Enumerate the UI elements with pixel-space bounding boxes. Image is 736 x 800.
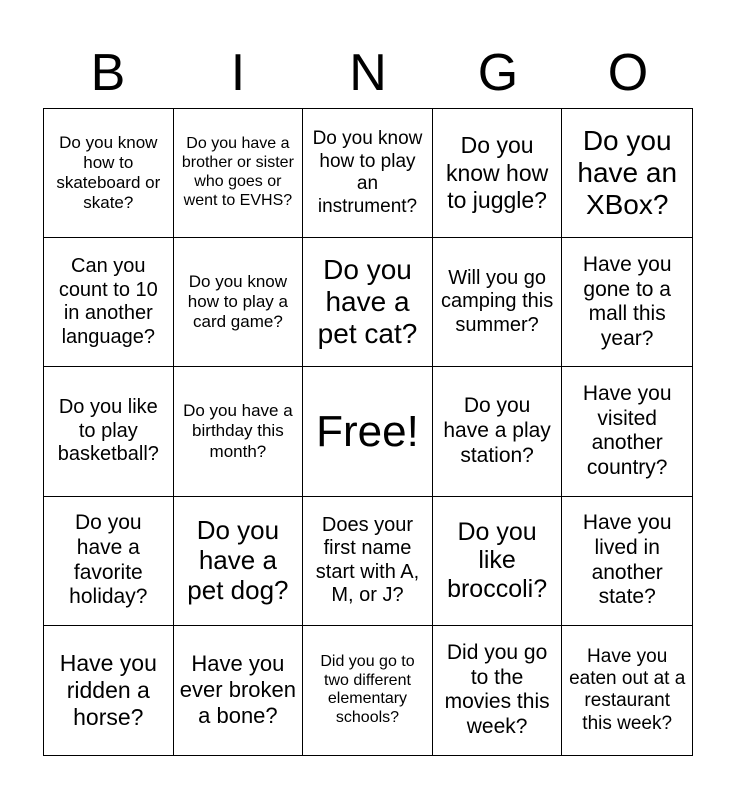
bingo-cell-r2-c1[interactable]: Can you count to 10 in another language?: [44, 238, 174, 367]
header-letter-i: I: [230, 44, 246, 102]
bingo-cell-free[interactable]: Free!: [303, 367, 433, 496]
bingo-cell-r5-c2[interactable]: Have you ever broken a bone?: [174, 626, 304, 755]
bingo-cell-r3-c1[interactable]: Do you like to play basketball?: [44, 367, 174, 496]
bingo-cell-r3-c5[interactable]: Have you visited another country?: [562, 367, 692, 496]
bingo-cell-r1-c2[interactable]: Do you have a brother or sister who goes or went to EVHS?: [174, 109, 304, 238]
bingo-cell-r2-c5[interactable]: Have you gone to a mall this year?: [562, 238, 692, 367]
bingo-cell-r3-c2[interactable]: Do you have a birthday this month?: [174, 367, 304, 496]
bingo-cell-r2-c2[interactable]: Do you know how to play a card game?: [174, 238, 304, 367]
header-letter-b: B: [90, 44, 126, 102]
bingo-cell-r4-c1[interactable]: Do you have a favorite holiday?: [44, 497, 174, 626]
bingo-cell-r1-c5[interactable]: Do you have an XBox?: [562, 109, 692, 238]
bingo-cell-r3-c4[interactable]: Do you have a play station?: [433, 367, 563, 496]
bingo-cell-r2-c4[interactable]: Will you go camping this summer?: [433, 238, 563, 367]
bingo-cell-r1-c1[interactable]: Do you know how to skateboard or skate?: [44, 109, 174, 238]
bingo-board: [43, 108, 693, 756]
bingo-cell-r5-c5[interactable]: Have you eaten out at a restaurant this week?: [569, 645, 686, 734]
bingo-cell-r2-c3[interactable]: Do you have a pet cat?: [303, 238, 433, 367]
bingo-cell-r1-c4[interactable]: Do you know how to juggle?: [433, 109, 563, 238]
bingo-cell-r5-c1[interactable]: Have you ridden a horse?: [44, 626, 174, 755]
bingo-cell-r4-c5[interactable]: Have you lived in another state?: [562, 497, 692, 626]
header-letter-o: O: [607, 44, 649, 102]
bingo-cell-r4-c3[interactable]: Does your first name start with A, M, or J?: [303, 497, 433, 626]
bingo-cell-r4-c2[interactable]: Do you have a pet dog?: [174, 497, 304, 626]
bingo-cell-r5-c3[interactable]: Did you go to two different elementary schools?: [303, 626, 433, 755]
bingo-cell-r4-c4[interactable]: Do you like broccoli?: [433, 497, 563, 626]
bingo-header: [43, 38, 693, 108]
header-letter-g: G: [477, 44, 519, 102]
header-letter-n: N: [349, 44, 387, 102]
bingo-cell-r1-c3[interactable]: Do you know how to play an instrument?: [303, 109, 433, 238]
bingo-cell-r5-c4[interactable]: Did you go to the movies this week?: [433, 626, 563, 755]
